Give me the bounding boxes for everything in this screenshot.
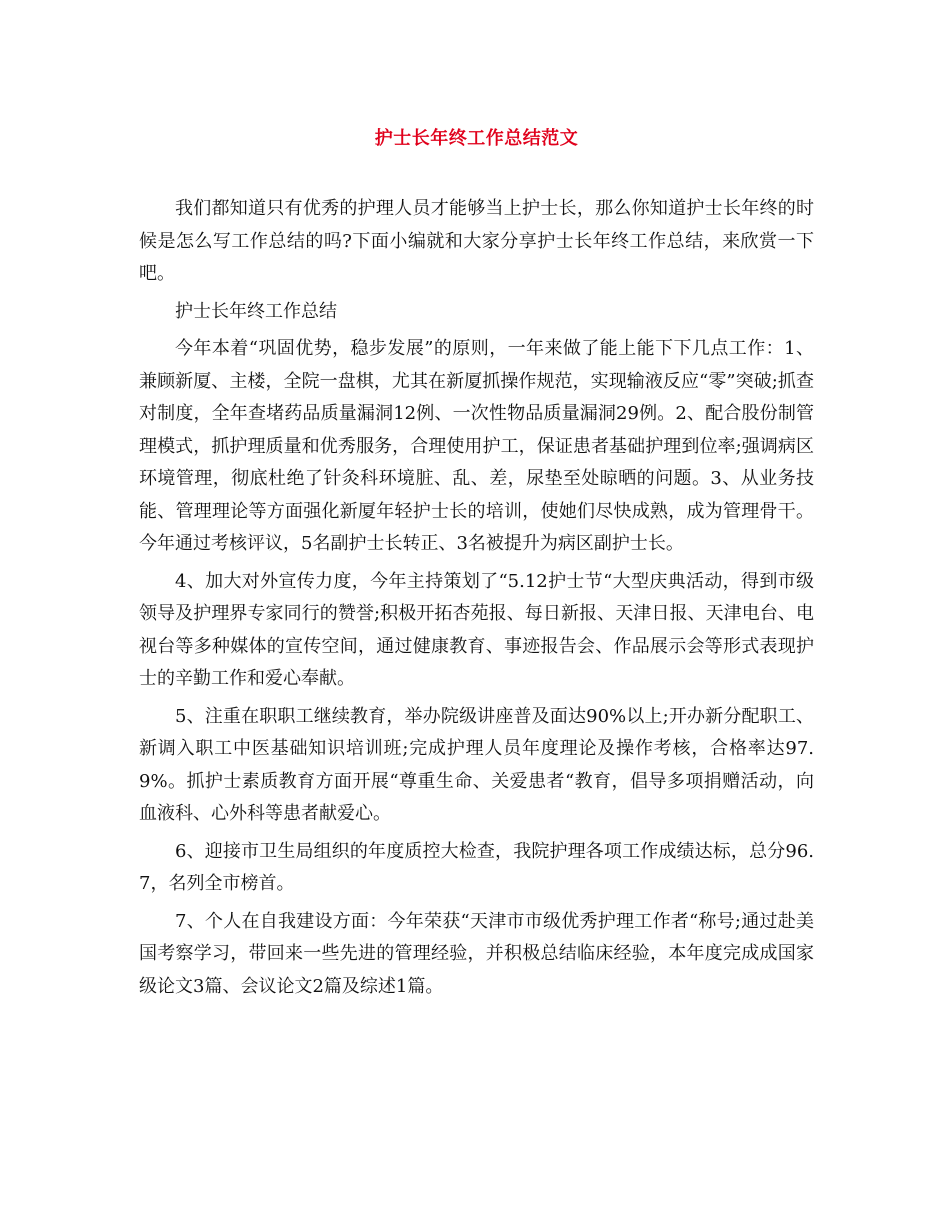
paragraph-1: 今年本着“巩固优势，稳步发展”的原则，一年来做了能上能下下几点工作：1、兼顾新厦、主楼，全院一盘棋，尤其在新厦抓操作规范，实现输液反应“零”突破;抓查对制度，全年查堵药品质量漏洞12例、一次性物品质量漏洞29例。2、配合股份制管理模式，抓护理质量和优秀服务，合理使用护工，保证患者基础护理到位率;强调病区环境管理，彻底杜绝了针灸科环境脏、乱、差，尿垫至处晾晒的问题。3、从业务技能、管理理论等方面强化新厦年轻护士长的培训，使她们尽快成熟，成为管理骨干。今年通过考核评议，5名副护士长转正、3名被提升为病区副护士长。 xyxy=(139,338,814,554)
paragraph-4: 4、加大对外宣传力度，今年主持策划了“5.12护士节“大型庆典活动，得到市级领导及护理界专家同行的赞誉;积极开拓杏苑报、每日新报、天津日报、天津电台、电视台等多种媒体的宣传空间，通过健康教育、事迹报告会、作品展示会等形式表现护士的辛勤工作和爱心奉献。 xyxy=(139,570,814,689)
document-body xyxy=(139,193,814,1003)
document-title: 护士长年终工作总结范文 xyxy=(374,128,579,149)
section-heading: 护士长年终工作总结 xyxy=(175,300,337,322)
paragraph-6: 6、迎接市卫生局组织的年度质控大检查，我院护理各项工作成绩达标，总分96.7，名列全市榜首。 xyxy=(139,840,814,894)
paragraph-5: 5、注重在职职工继续教育，举办院级讲座普及面达90%以上;开办新分配职工、新调入职工中医基础知识培训班;完成护理人员年度理论及操作考核，合格率达97.9%。抓护士素质教育方面开展“尊重生命、关爱患者“教育，倡导多项捐赠活动，向血液科、心外科等患者献爱心。 xyxy=(139,705,814,824)
paragraph-7: 7、个人在自我建设方面：今年荣获“天津市市级优秀护理工作者“称号;通过赴美国考察学习，带回来一些先进的管理经验，并积极总结临床经验，本年度完成成国家级论文3篇、会议论文2篇及综述1篇。 xyxy=(139,910,814,997)
intro-paragraph: 我们都知道只有优秀的护理人员才能够当上护士长，那么你知道护士长年终的时候是怎么写工作总结的吗?下面小编就和大家分享护士长年终工作总结，来欣赏一下吧。 xyxy=(139,198,814,284)
